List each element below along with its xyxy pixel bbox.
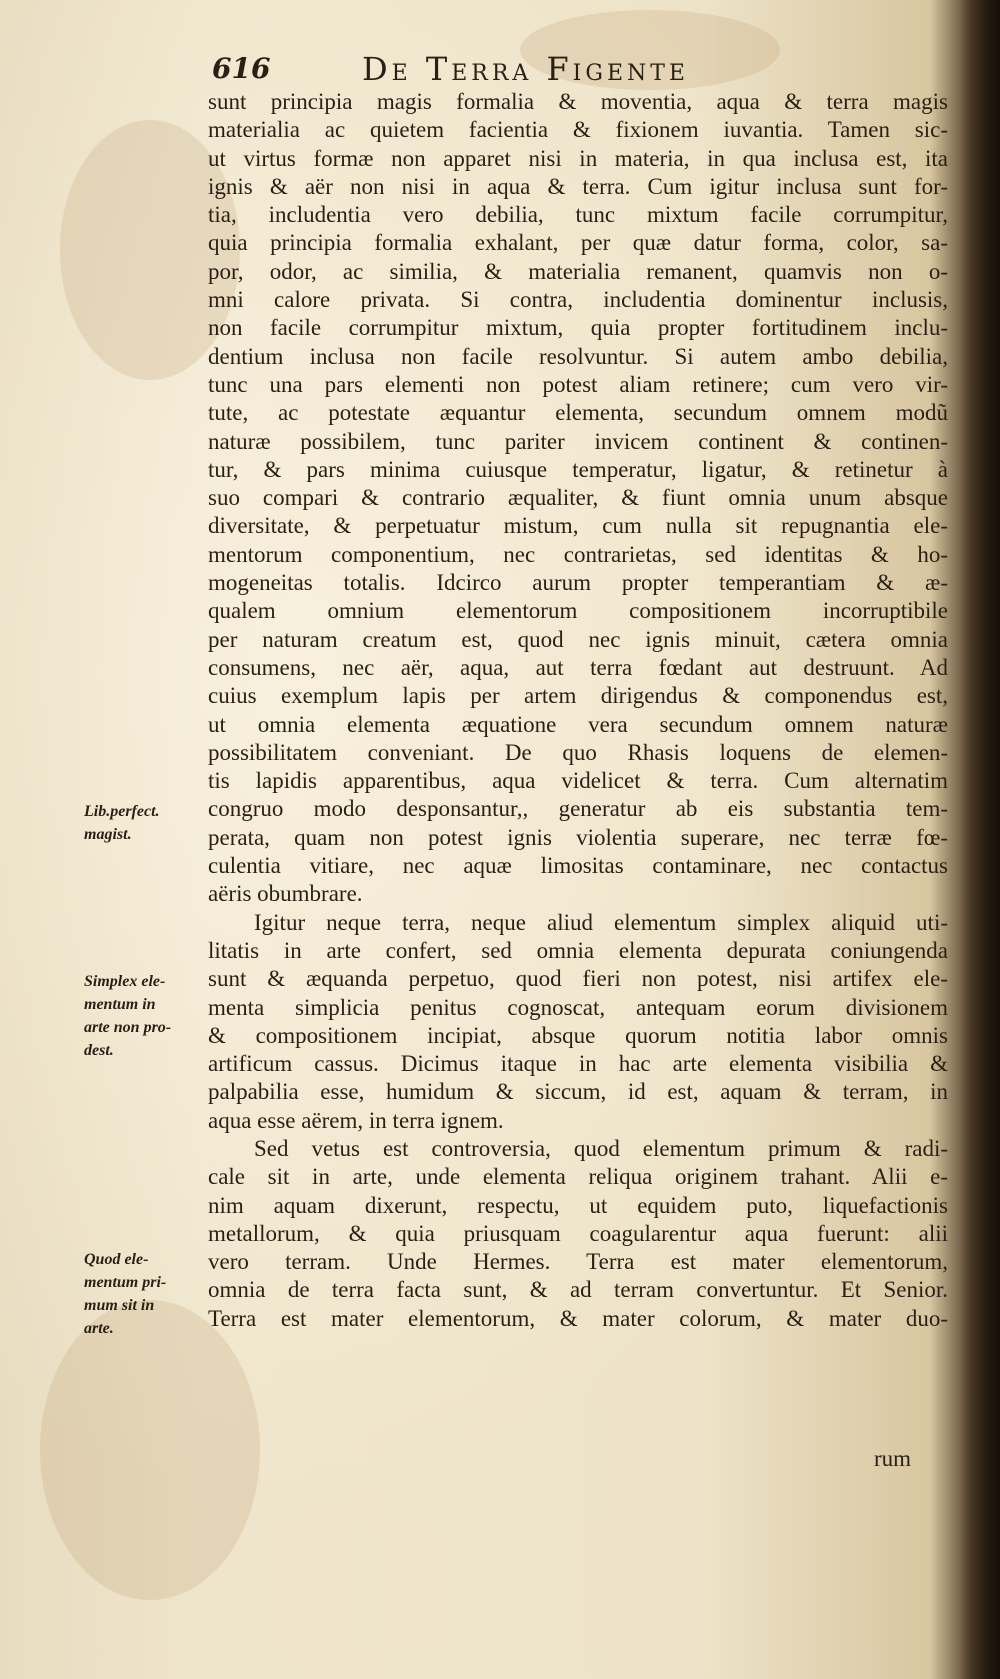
text-line: possibilitatem conveniant. De quo Rhasis loquens de elemen- (208, 739, 948, 765)
text-line: cale sit in arte, unde elementa reliqua originem trahant. Alii e- (208, 1164, 948, 1190)
margin-note-line: Simplex ele- (84, 973, 166, 990)
text-line: sunt & æquanda perpetuo, quod fieri non potest, nisi artifex ele- (208, 966, 948, 992)
text-line: por, odor, ac similia, & materialia remanent, quamvis non o- (208, 258, 948, 284)
text-line: metallorum, & quia priusquam coagularentur aqua fuerunt: alii (208, 1220, 948, 1246)
text-line: cuius exemplum lapis per artem dirigendus & componendus est, (208, 683, 948, 709)
margin-note-primum (84, 1248, 194, 1340)
text-line: menta simplicia penitus cognoscat, antequam eorum divisionem (208, 994, 948, 1020)
text-line: Terra est mater elementorum, & mater colorum, & mater duo- (208, 1305, 948, 1331)
text-line: aëris obumbrare. (208, 881, 363, 907)
text-line: Igitur neque terra, neque aliud elementum simplex aliquid uti- (254, 909, 948, 935)
body-text (208, 88, 948, 1333)
text-line: tia, includentia vero debilia, tunc mixtum facile corrumpitur, (208, 202, 948, 228)
margin-note-line: mum sit in (84, 1297, 155, 1314)
text-line: nim aquam dixerunt, respectu, ut equidem puto, liquefactionis (208, 1192, 948, 1218)
text-line: non facile corrumpitur mixtum, quia propter fortitudinem inclu- (208, 315, 948, 341)
text-line: omnia de terra facta sunt, & ad terram convertuntur. Et Senior. (208, 1277, 948, 1303)
text-line: sunt principia magis formalia & moventia, aqua & terra magis (208, 89, 948, 114)
margin-note-line: dest. (84, 1042, 114, 1059)
margin-note-simplex (84, 970, 194, 1062)
text-line: culentia vitiare, nec aquæ limositas contaminare, nec contactus (208, 853, 948, 879)
margin-note-line: Quod ele- (84, 1251, 149, 1268)
text-line: mentorum componentium, nec contrarietas, sed identitas & ho- (208, 541, 948, 567)
text-line: litatis in arte confert, sed omnia elementa depurata coniungenda (208, 937, 948, 963)
margin-note-reference (84, 800, 194, 846)
running-title: De Terra Figente (362, 50, 689, 88)
text-line: congruo modo desponsantur,, generatur ab eis substantia tem- (208, 796, 948, 822)
text-line: ut omnia elementa æquatione vera secundum omnem naturæ (208, 711, 948, 737)
text-line: tur, & pars minima cuiusque temperatur, ligatur, & retinetur à (208, 456, 948, 482)
text-line: per naturam creatum est, quod nec ignis minuit, cætera omnia (208, 626, 948, 652)
binding-shadow (960, 0, 1000, 1679)
text-line: diversitate, & perpetuatur mistum, cum nulla sit repugnantia ele- (208, 513, 948, 539)
margin-note-line: arte. (84, 1320, 114, 1337)
text-line: ignis & aër non nisi in aqua & terra. Cum igitur inclusa sunt for- (208, 173, 948, 199)
text-line: artificum cassus. Dicimus itaque in hac arte elementa visibilia & (208, 1051, 948, 1077)
margin-note-line: Lib.perfect. (84, 803, 160, 820)
margin-note-line: arte non pro- (84, 1019, 172, 1036)
text-line: palpabilia esse, humidum & siccum, id est, aquam & terram, in (208, 1079, 948, 1105)
text-line: Sed vetus est controversia, quod elementum primum & radi- (254, 1135, 948, 1161)
text-line: & compositionem incipiat, absque quorum notitia labor omnis (208, 1022, 948, 1048)
text-line: consumens, nec aër, aqua, aut terra fœdant aut destruunt. Ad (208, 654, 948, 680)
text-line: tunc una pars elementi non potest aliam retinere; cum vero vir- (208, 371, 948, 397)
text-line: materialia ac quietem facientia & fixionem iuvantia. Tamen sic- (208, 117, 948, 143)
margin-note-line: mentum in (84, 996, 156, 1013)
margin-note-line: mentum pri- (84, 1274, 167, 1291)
paper-stain (40, 1300, 260, 1600)
text-line: tute, ac potestate æquantur elementa, secundum omnem modũ (208, 400, 948, 426)
text-line: suo compari & contrario æqualiter, & fiunt omnia unum absque (208, 485, 948, 511)
text-line: naturæ possibilem, tunc pariter invicem continent & continen- (208, 428, 948, 454)
text-line: quia principia formalia exhalant, per quæ datur forma, color, sa- (208, 230, 948, 256)
text-line: ut virtus formæ non apparet nisi in materia, in qua inclusa est, ita (208, 145, 948, 171)
text-line: mogeneitas totalis. Idcirco aurum propter temperantiam & æ- (208, 570, 948, 596)
catchword: rum (874, 1446, 912, 1471)
text-line: qualem omnium elementorum compositionem incorruptibile (208, 598, 948, 624)
text-line: aqua esse aërem, in terra ignem. (208, 1107, 504, 1133)
page-header (212, 50, 772, 90)
page-number: 616 (212, 52, 271, 85)
text-line: vero terram. Unde Hermes. Terra est mater elementorum, (208, 1249, 948, 1275)
text-line: perata, quam non potest ignis violentia superare, nec terræ fœ- (208, 824, 948, 850)
text-line: mni calore privata. Si contra, includentia dominentur inclusis, (208, 287, 948, 313)
margin-note-line: magist. (84, 826, 132, 843)
text-line: dentium inclusa non facile resolvuntur. Si autem ambo debilia, (208, 343, 948, 369)
text-line: tis lapidis apparentibus, aqua videlicet & terra. Cum alternatim (208, 768, 948, 794)
